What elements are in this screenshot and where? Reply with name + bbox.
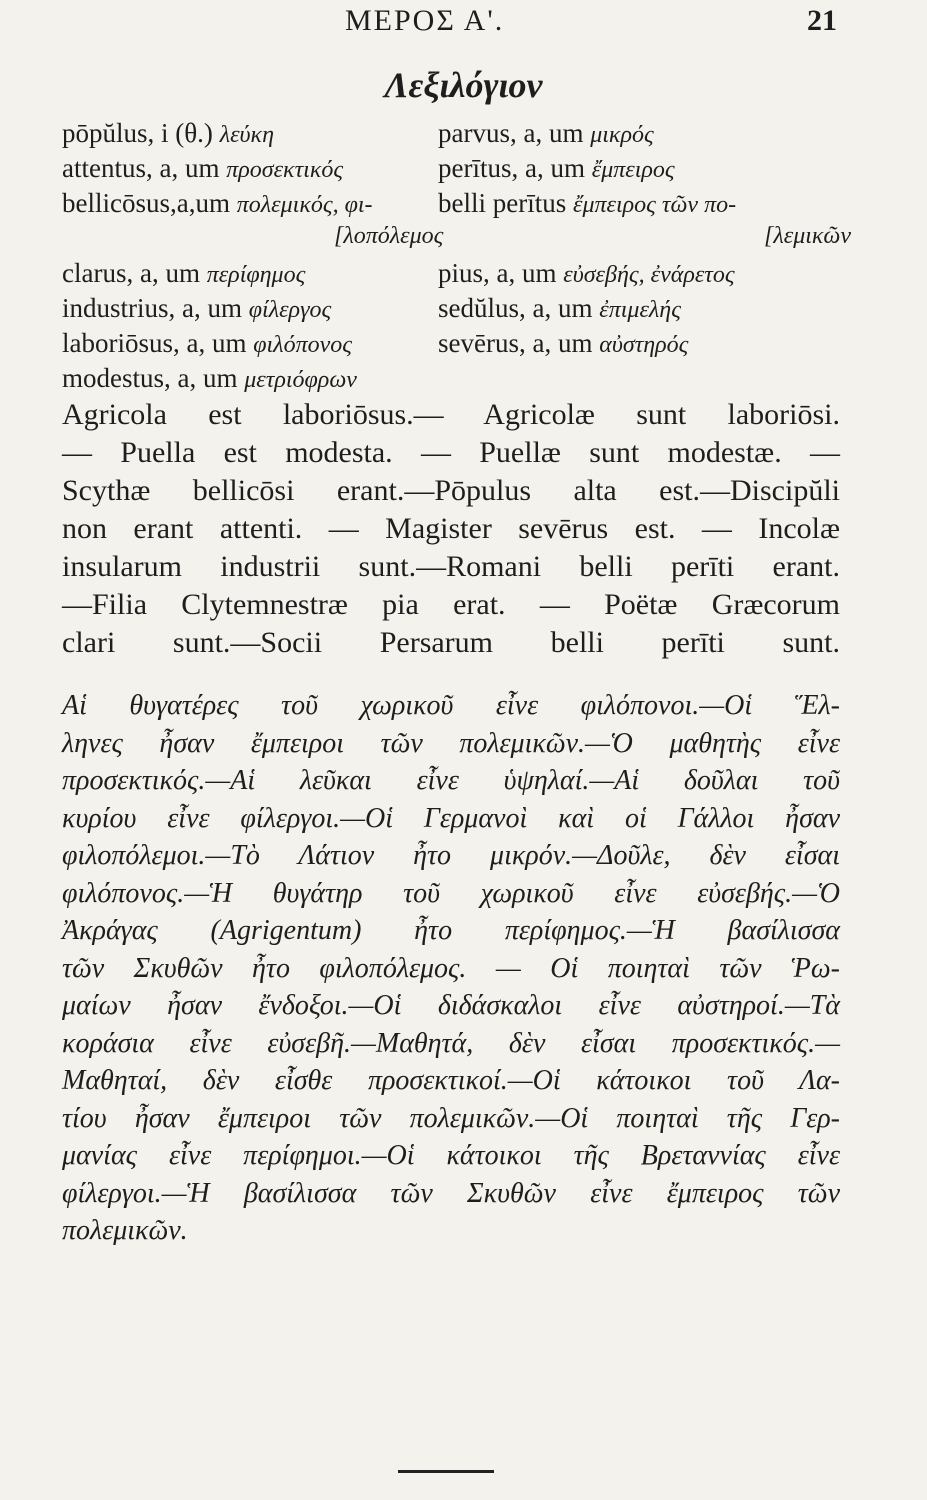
text-line: κοράσια εἶνε εὐσεβῆ.—Μαθητά, δὲν εἶσαι προσεκτικός.—	[62, 1027, 840, 1059]
latin-term: bellicōsus,a,um	[62, 188, 230, 218]
page-number: 21	[807, 4, 837, 37]
latin-term: sevērus, a, um	[438, 328, 593, 358]
greek-gloss: προσεκτικός	[226, 157, 344, 183]
text-line: πολεμικῶν.	[62, 1215, 188, 1246]
text-line: φιλόπονος.—Ἡ θυγάτηρ τοῦ χωρικοῦ εἶνε εὐσεβής.—Ὁ	[62, 877, 840, 909]
vocabulary-row	[62, 363, 862, 398]
vocabulary-entry	[62, 293, 331, 324]
vocabulary-entry	[62, 328, 352, 359]
greek-gloss: ἐπιμελής	[599, 297, 681, 323]
latin-term: pius, a, um	[438, 258, 557, 288]
latin-term: laboriōsus, a, um	[62, 328, 247, 358]
latin-term: sedŭlus, a, um	[438, 293, 593, 323]
vocabulary-row	[62, 293, 862, 328]
running-head	[0, 4, 927, 44]
text-line: Ἀκράγας (Agrigentum) ἦτο περίφημος.—Ἡ βασίλισσα	[62, 915, 840, 946]
greek-gloss: φίλεργος	[248, 297, 332, 323]
text-line: τῶν Σκυθῶν ἦτο φιλοπόλεμος. — Οἱ ποιηταὶ τῶν Ῥω-	[62, 952, 840, 984]
greek-gloss-continuation: [λεμικῶν	[764, 223, 852, 249]
latin-term: parvus, a, um	[438, 118, 584, 148]
greek-gloss-continuation: [λοπόλεμος	[334, 223, 444, 249]
text-line: τίου ἦσαν ἔμπειροι τῶν πολεμικῶν.—Οἱ ποιηταὶ τῆς Γερ-	[62, 1102, 840, 1134]
running-head-title: ΜΕΡΟΣ Α'.	[345, 4, 505, 37]
vocabulary-row	[62, 328, 862, 363]
vocabulary-entry	[438, 118, 654, 149]
text-line: μαίων ἦσαν ἔνδοξοι.—Οἱ διδάσκαλοι εἶνε αὐστηροί.—Τὰ	[62, 990, 840, 1021]
vocabulary-entry	[438, 293, 681, 324]
latin-exercise	[62, 398, 840, 664]
text-line: —Filia Clytemnestræ pia erat. — Poëtæ Græcorum	[62, 588, 840, 621]
greek-exercise	[62, 690, 840, 1253]
vocabulary-entry	[62, 258, 305, 289]
vocabulary-entry	[62, 118, 274, 149]
latin-term: perītus, a, um	[438, 153, 585, 183]
text-line: Agricola est laboriōsus.— Agricolæ sunt laboriōsi.	[62, 398, 840, 431]
vocabulary-entry	[438, 153, 675, 184]
vocabulary-row	[62, 258, 862, 293]
section-title: Λεξιλόγιον	[384, 65, 543, 105]
text-line: Αἱ θυγατέρες τοῦ χωρικοῦ εἶνε φιλόπονοι.—Οἱ Ἕλ-	[62, 690, 840, 721]
greek-gloss: μικρός	[590, 122, 654, 148]
latin-term: industrius, a, um	[62, 293, 242, 323]
text-line: φιλοπόλεμοι.—Τὸ Λάτιον ἦτο μικρόν.—Δοῦλε, δὲν εἶσαι	[62, 840, 840, 871]
text-line: — Puella est modesta. — Puellæ sunt modestæ. —	[62, 436, 840, 469]
greek-gloss: φιλόπονος	[253, 332, 352, 358]
vocabulary-list	[62, 118, 862, 398]
latin-term: clarus, a, um	[62, 258, 200, 288]
text-line: insularum industrii sunt.—Romani belli perīti erant.	[62, 550, 840, 583]
greek-gloss: μετριόφρων	[244, 367, 357, 393]
vocabulary-continuation-row	[62, 223, 862, 258]
text-line: non erant attenti. — Magister sevērus est. — Incolæ	[62, 512, 840, 545]
greek-gloss: ἔμπειρος τῶν πο-	[572, 192, 737, 218]
vocabulary-entry	[62, 153, 343, 184]
vocabulary-entry	[62, 188, 373, 219]
text-line: ληνες ἦσαν ἔμπειροι τῶν πολεμικῶν.—Ὁ μαθητὴς εἶνε	[62, 727, 840, 759]
greek-gloss: αὐστηρός	[599, 332, 689, 358]
greek-gloss: περίφημος	[206, 262, 306, 288]
vocabulary-row	[62, 118, 862, 153]
vocabulary-entry	[438, 188, 736, 219]
vocabulary-entry	[438, 258, 735, 289]
text-line: κυρίου εἶνε φίλεργοι.—Οἱ Γερμανοὶ καὶ οἱ Γάλλοι ἦσαν	[62, 802, 840, 834]
text-line: μανίας εἶνε περίφημοι.—Οἱ κάτοικοι τῆς Βρεταννίας εἶνε	[62, 1140, 840, 1171]
vocabulary-row	[62, 188, 862, 223]
text-line: προσεκτικός.—Αἱ λεῦκαι εἶνε ὑψηλαί.—Αἱ δοῦλαι τοῦ	[62, 765, 840, 796]
text-line: Scythæ bellicōsi erant.—Pōpulus alta est.—Discipŭli	[62, 474, 840, 507]
greek-gloss: λεύκη	[219, 122, 274, 148]
vocabulary-entry	[62, 363, 357, 394]
latin-term: attentus, a, um	[62, 153, 220, 183]
vocabulary-entry	[438, 328, 688, 359]
text-line: φίλεργοι.—Ἡ βασίλισσα τῶν Σκυθῶν εἶνε ἔμπειρος τῶν	[62, 1177, 840, 1209]
latin-term: modestus, a, um	[62, 363, 238, 393]
greek-gloss: ἔμπειρος	[591, 157, 675, 183]
text-line: Μαθηταί, δὲν εἶσθε προσεκτικοί.—Οἱ κάτοικοι τοῦ Λα-	[62, 1065, 840, 1096]
vocabulary-row	[62, 153, 862, 188]
latin-term: pōpŭlus, i (θ.)	[62, 118, 213, 148]
text-line: clari sunt.—Socii Persarum belli perīti sunt.	[62, 626, 840, 659]
latin-term: belli perītus	[438, 188, 567, 218]
greek-gloss: εὐσεβής, ἐνάρετος	[563, 262, 735, 288]
greek-gloss: πολεμικός, φι-	[236, 192, 373, 218]
section-end-rule	[398, 1470, 494, 1473]
